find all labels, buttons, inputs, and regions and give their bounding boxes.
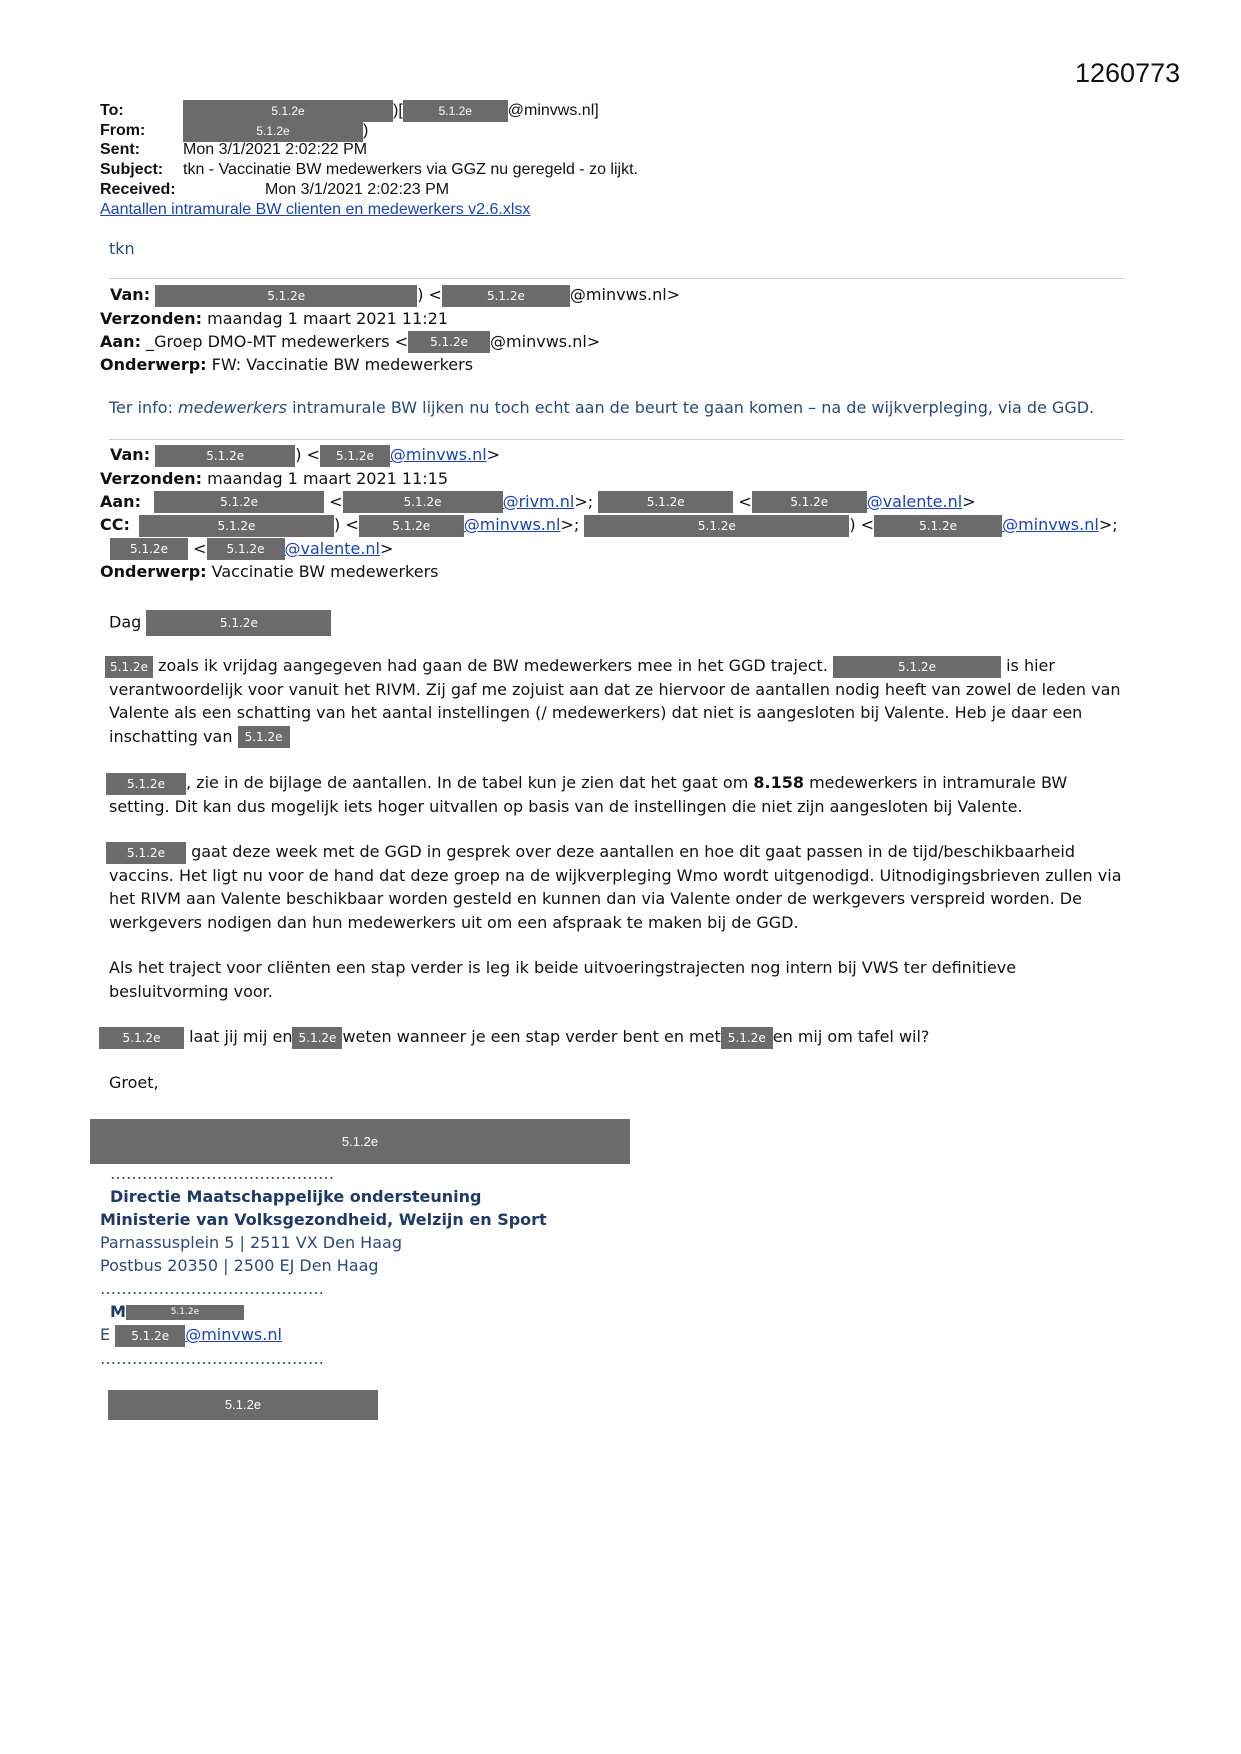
redaction: 5.1.2e <box>343 491 503 513</box>
verzonden-value: maandag 1 maart 2021 11:15 <box>207 468 448 488</box>
signature-dots: …………………………………… <box>100 1279 324 1298</box>
from-separator: ) <box>363 122 369 140</box>
redaction: 5.1.2e <box>155 285 417 307</box>
redaction: 5.1.2e <box>598 491 733 513</box>
aan-label: Aan: <box>100 491 141 511</box>
van-domain: @minvws.nl> <box>569 285 681 304</box>
subject-value: tkn - Vaccinatie BW medewerkers via GGZ nu geregeld - zo lijkt. <box>183 161 638 178</box>
redaction: 5.1.2e <box>146 610 331 636</box>
gt: > <box>380 538 394 558</box>
rivm-domain[interactable]: @rivm.nl <box>502 491 575 511</box>
paragraph-5 <box>109 1025 1124 1049</box>
info-rest: intramurale BW lijken nu toch echt aan de beurt te gaan komen – na de wijkverpleging, via de GGD. <box>287 398 1095 417</box>
lt: < <box>193 538 207 558</box>
p1-text-b: is hier verantwoordelijk voor vanuit het RIVM. Zij gaf me zojuist aan dat ze hiervoor de aantallen nodig heeft van zowel de leden van Valente als een schatting van het aantal instellingen (/ medewerkers) dat niet is aangesloten bij Valente. Heb je daar een inschatting van <box>109 656 1121 746</box>
redaction: 5.1.2e <box>403 100 508 122</box>
verzonden-label: Verzonden: <box>100 468 203 488</box>
cc-separator: ) < <box>333 515 359 534</box>
p5-text-b: weten wanneer je een stap verder bent en met <box>342 1027 721 1046</box>
redaction: 5.1.2e <box>154 491 324 513</box>
sep: >; <box>1098 515 1118 534</box>
signature <box>100 1162 547 1370</box>
subject-label: Subject: <box>100 161 164 178</box>
redaction: 5.1.2e <box>105 656 153 678</box>
to-separator: )[ <box>393 102 403 120</box>
p3-text: gaat deze week met de GGD in gesprek over deze aantallen en hoe dit gaat passen in de tijd/beschikbaarheid vaccins. Het ligt nu voor de hand dat deze groep na de wijkverpleging Wmo wordt uitgenodigd. Uitnodigingsbrieven zullen via het RIVM aan Valente beschikbaar worden gesteld en kunnen dan via Valente onder de werkgevers verspreid worden. De werkgevers nodigen dan hun medewerkers uit om een afspraak te maken bij de GGD. <box>109 842 1122 932</box>
paragraph-4: Als het traject voor cliënten een stap verder is leg ik beide uitvoeringstrajecten nog intern bij VWS ter definitieve besluitvorming voor. <box>109 958 1017 1001</box>
onderwerp-label: Onderwerp: <box>100 355 207 374</box>
document-number: 1260773 <box>1075 58 1181 88</box>
redaction: 5.1.2e <box>721 1027 773 1049</box>
redaction: 5.1.2e <box>115 1325 185 1347</box>
van-label: Van: <box>110 285 151 304</box>
note-text: tkn <box>109 239 135 258</box>
paragraph-2 <box>109 771 1124 818</box>
aan-label: Aan: <box>100 331 141 351</box>
p2-text-a: , zie in de bijlage de aantallen. In de tabel kun je zien dat het gaat om <box>186 773 754 792</box>
onderwerp-label: Onderwerp: <box>100 562 207 581</box>
email-label: E <box>100 1325 111 1344</box>
received-value: Mon 3/1/2021 2:02:23 PM <box>265 181 450 198</box>
redaction: 5.1.2e <box>110 538 188 560</box>
p5-text-a: laat jij mij en <box>184 1027 293 1046</box>
signature-dept: Directie Maatschappelijke ondersteuning <box>110 1187 482 1206</box>
redaction: 5.1.2e <box>155 445 295 467</box>
redaction: 5.1.2e <box>359 515 464 537</box>
van-end: > <box>486 445 501 464</box>
cc-label: CC: <box>100 515 130 534</box>
to-domain: @minvws.nl] <box>507 102 599 120</box>
email-header <box>100 100 638 220</box>
gt: > <box>962 491 976 511</box>
redaction: 5.1.2e <box>833 656 1001 678</box>
employee-count: 8.158 <box>753 773 804 792</box>
lt: < <box>738 491 752 511</box>
forward-header-2 <box>100 443 1118 583</box>
redaction: 5.1.2e <box>106 773 186 795</box>
redaction: 5.1.2e <box>99 1027 184 1049</box>
signature-name-redaction: 5.1.2e <box>90 1119 630 1164</box>
onderwerp-value: Vaccinatie BW medewerkers <box>211 562 439 581</box>
van-label: Van: <box>110 445 151 464</box>
sent-label: Sent: <box>100 141 140 158</box>
paragraph-3 <box>109 840 1124 934</box>
redaction: 5.1.2e <box>126 1305 244 1320</box>
footer-redaction: 5.1.2e <box>108 1390 378 1420</box>
greeting-text: Dag <box>109 612 142 632</box>
received-label: Received: <box>100 181 176 198</box>
signature-dots: …………………………………… <box>110 1164 334 1183</box>
redaction: 5.1.2e <box>292 1027 342 1049</box>
valente-domain[interactable]: @valente.nl <box>284 538 380 558</box>
redaction: 5.1.2e <box>408 331 490 353</box>
divider <box>109 439 1124 440</box>
info-prefix: Ter info: <box>109 398 179 417</box>
van-separator: ) < <box>295 445 320 464</box>
from-label: From: <box>100 122 146 140</box>
redaction: 5.1.2e <box>320 445 390 467</box>
redaction: 5.1.2e <box>442 285 570 307</box>
p2-text-b: medewerkers in intramurale BW setting. Dit kan dus mogelijk iets hoger uitvallen op basis van de instellingen die niet zijn aangesloten bij Valente. <box>109 773 1068 816</box>
sep: >; <box>560 515 580 534</box>
attachment-link[interactable]: Aantallen intramurale BW clienten en medewerkers v2.6.xlsx <box>100 201 531 218</box>
redaction: 5.1.2e <box>752 491 867 513</box>
signature-ministry: Ministerie van Volksgezondheid, Welzijn en Sport <box>100 1210 547 1229</box>
p5-text-c: en mij om tafel wil? <box>772 1027 930 1046</box>
aan-domain: @minvws.nl> <box>490 331 601 351</box>
greeting <box>109 610 1124 636</box>
signature-email-domain[interactable]: @minvws.nl <box>185 1325 282 1344</box>
verzonden-value: maandag 1 maart 2021 11:21 <box>207 308 448 328</box>
signature-postbus: Postbus 20350 | 2500 EJ Den Haag <box>100 1256 379 1275</box>
to-label: To: <box>100 102 124 120</box>
minvws-domain[interactable]: @minvws.nl <box>463 515 561 534</box>
info-text <box>109 396 1124 420</box>
redaction: 5.1.2e <box>238 726 290 748</box>
sent-value: Mon 3/1/2021 2:02:22 PM <box>183 141 368 158</box>
divider <box>109 278 1124 279</box>
closing: Groet, <box>109 1073 159 1092</box>
redaction: 5.1.2e <box>584 515 849 537</box>
mobile-label: M <box>110 1302 126 1321</box>
redaction: 5.1.2e <box>106 842 186 864</box>
onderwerp-value: FW: Vaccinatie BW medewerkers <box>211 355 474 374</box>
van-domain[interactable]: @minvws.nl <box>389 445 487 464</box>
aan-value: _Groep DMO-MT medewerkers < <box>146 331 409 351</box>
redaction: 5.1.2e <box>183 100 393 122</box>
info-emphasis: medewerkers <box>178 398 288 417</box>
forward-header-1 <box>100 283 680 376</box>
sep: >; <box>574 491 594 511</box>
paragraph-1 <box>109 654 1124 748</box>
van-separator: ) < <box>417 285 442 304</box>
signature-address: Parnassusplein 5 | 2511 VX Den Haag <box>100 1233 402 1252</box>
lt: < <box>329 491 343 511</box>
signature-dots: …………………………………… <box>100 1348 324 1368</box>
cc-separator: ) < <box>849 515 875 534</box>
verzonden-label: Verzonden: <box>100 308 203 328</box>
p1-text-a: zoals ik vrijdag aangegeven had gaan de BW medewerkers mee in het GGD traject. <box>153 656 833 675</box>
redaction: 5.1.2e <box>874 515 1002 537</box>
redaction: 5.1.2e <box>207 538 285 560</box>
redaction: 5.1.2e <box>139 515 334 537</box>
minvws-domain[interactable]: @minvws.nl <box>1002 515 1099 534</box>
redaction: 5.1.2e <box>183 120 363 142</box>
valente-domain[interactable]: @valente.nl <box>866 491 963 511</box>
